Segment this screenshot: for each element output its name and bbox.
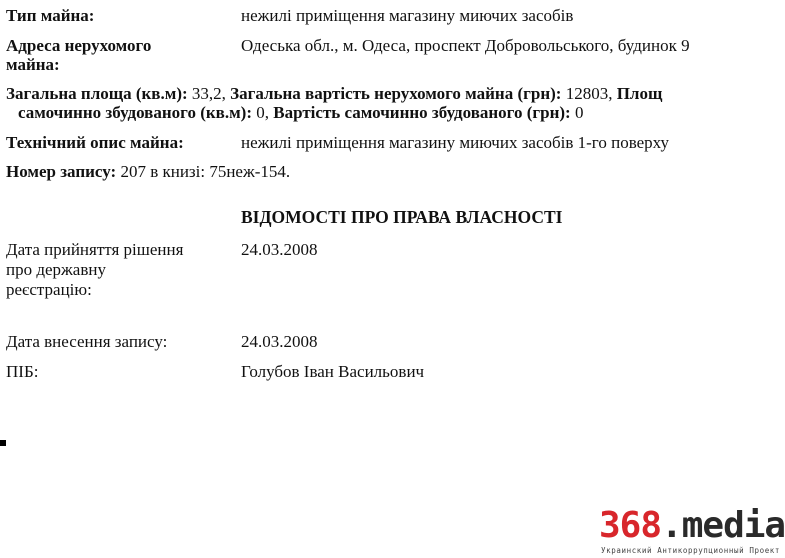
self-built-cost-value: 0 [570,103,584,122]
cost-label: Загальна вартість нерухомого майна (грн): [230,84,562,103]
self-built-area-label-part1: Площ [616,84,663,103]
decision-date-value: 24.03.2008 [241,240,318,259]
ownership-section-title: ВІДОМОСТІ ПРО ПРАВА ВЛАСНОСТІ [241,207,563,227]
owner-name-value: Голубов Іван Васильович [241,362,425,381]
address-label-line1: Адреса нерухомого [6,36,152,55]
property-type-label: Тип майна: [6,6,95,25]
record-number-value: 207 в книзі: 75неж-154. [116,162,291,181]
record-number-label: Номер запису: [6,162,117,181]
decision-date-label-line1: Дата прийняття рішення [6,240,184,259]
self-built-line [18,103,583,122]
cost-value: 12803, [561,84,617,103]
entry-date-value: 24.03.2008 [241,332,318,351]
self-built-cost-label: Вартість самочинно збудованого (грн): [273,103,571,122]
watermark-word: media [681,505,785,546]
tech-description-value: нежилі приміщення магазину миючих засобів 1-го поверху [241,133,670,152]
self-built-area-value: 0, [252,103,274,122]
tech-description-label: Технічний опис майна: [6,133,184,152]
watermark-dot: . [661,505,682,546]
self-built-area-label-part2: самочинно збудованого (кв.м): [18,103,252,122]
watermark-logo [599,505,785,558]
address-label-line2: майна: [6,55,60,74]
record-number-line [6,162,290,181]
property-type-value: нежилі приміщення магазину миючих засобів [241,6,574,25]
area-cost-line [6,84,662,103]
entry-date-label: Дата внесення запису: [6,332,168,351]
owner-name-label: ПІБ: [6,362,39,381]
area-value: 33,2, [187,84,231,103]
address-value: Одеська обл., м. Одеса, проспект Добровольського, будинок 9 [241,36,690,55]
decision-date-label-line3: реєстрацію: [6,280,92,299]
watermark-wordmark [599,506,785,546]
scan-mark [0,440,6,446]
watermark-number: 368 [599,505,662,546]
area-label: Загальна площа (кв.м): [6,84,188,103]
decision-date-label-line2: про державну [6,260,106,279]
watermark-tagline: Украинский Антикоррупционный Проект [601,546,781,555]
